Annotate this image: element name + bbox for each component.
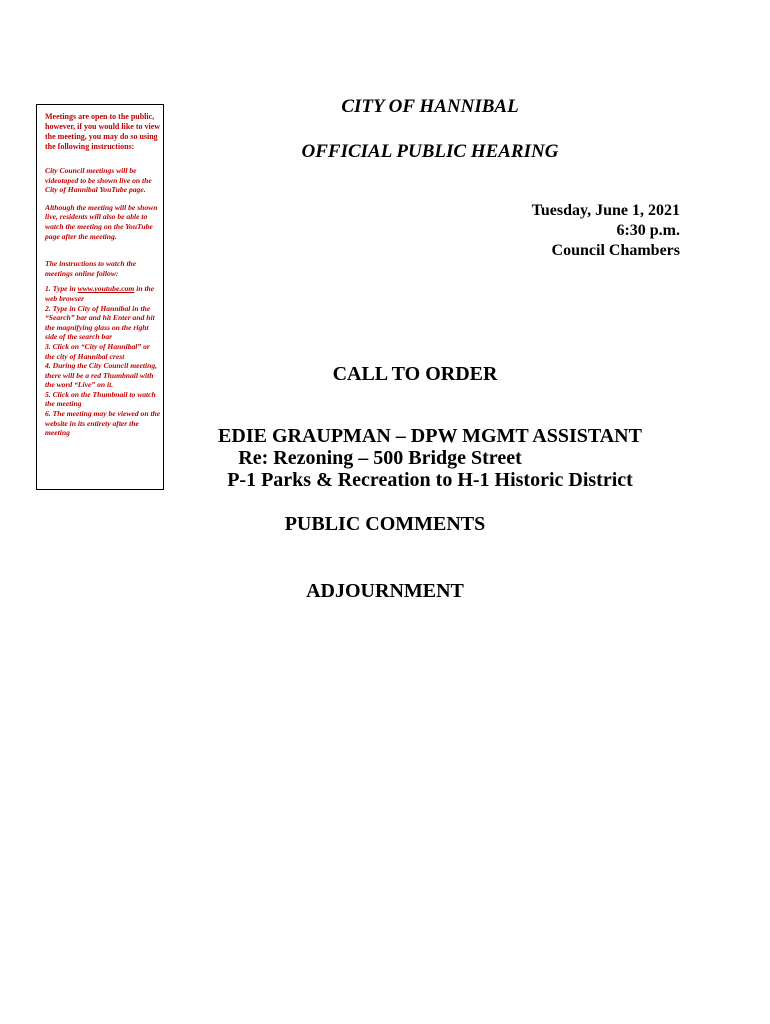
youtube-link[interactable]: www.youtube.com bbox=[77, 284, 135, 294]
instructions-intro: Meetings are open to the public, however, if you would like to view the meeting, you may do so using the following instructions: bbox=[45, 112, 161, 151]
meeting-details bbox=[532, 201, 680, 261]
adjournment: ADJOURNMENT bbox=[306, 580, 464, 602]
step-2: 2. Type in City of Hannibal in the “Search” bar and hit Enter and hit the magnifying glass on the right side of the search bar bbox=[45, 303, 155, 342]
public-comments: PUBLIC COMMENTS bbox=[284, 513, 486, 535]
agenda-item-re: Re: Rezoning – 500 Bridge Street bbox=[238, 447, 522, 469]
instructions-steps bbox=[45, 284, 161, 438]
meeting-time: 6:30 p.m. bbox=[616, 222, 680, 239]
step-6: 6. The meeting may be viewed on the website in its entirety after the meeting bbox=[45, 409, 161, 438]
step-1: 1. Type in www.youtube.com in the web browser bbox=[45, 284, 155, 303]
meeting-date: Tuesday, June 1, 2021 bbox=[531, 202, 680, 219]
step-4: 4. During the City Council meeting, there will be a red Thumbnail with the word “Live” on it. bbox=[45, 361, 158, 390]
call-to-order: CALL TO ORDER bbox=[332, 363, 498, 385]
instructions-watch-later: Although the meeting will be shown live, residents will also be able to watch the meeting on the YouTube page after the meeting. bbox=[45, 202, 158, 241]
step-3: 3. Click on “City of Hannibal” or the city of Hannibal crest bbox=[45, 341, 150, 361]
instructions-videotaped: City Council meetings will be videotaped to be shown live on the City of Hannibal YouTube page. bbox=[45, 166, 152, 195]
agenda-item-detail: P-1 Parks & Recreation to H-1 Historic District bbox=[227, 469, 633, 491]
instructions-follow: The instructions to watch the meetings online follow: bbox=[45, 259, 137, 278]
city-title: CITY OF HANNIBAL bbox=[341, 96, 519, 117]
step-5: 5. Click on the Thumbnail to watch the meeting bbox=[45, 389, 156, 409]
agenda-item-presenter: EDIE GRAUPMAN – DPW MGMT ASSISTANT bbox=[218, 425, 642, 447]
hearing-title: OFFICIAL PUBLIC HEARING bbox=[301, 141, 559, 162]
meeting-location: Council Chambers bbox=[551, 242, 680, 259]
